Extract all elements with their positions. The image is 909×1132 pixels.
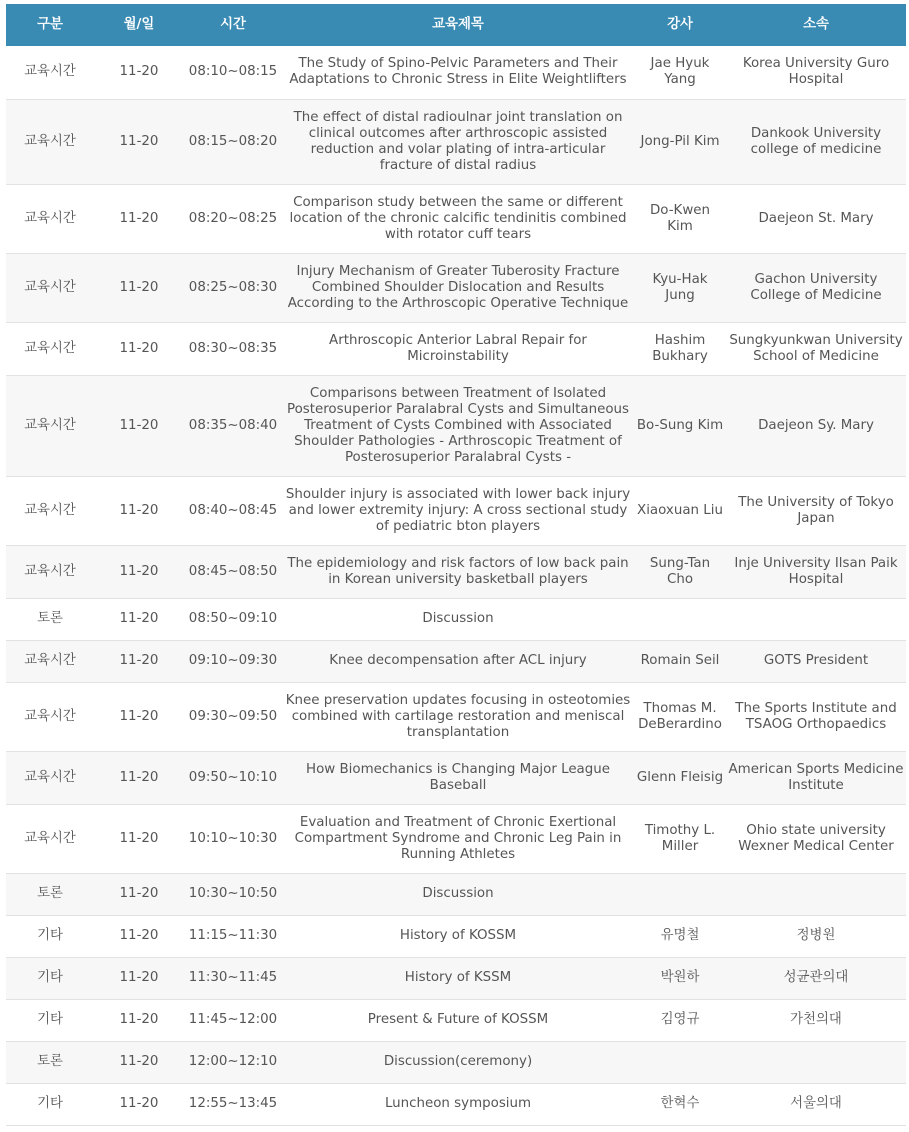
cell-date: 11-20 [94,184,184,253]
table-row [6,640,906,682]
cell-category: 토론 [6,598,94,640]
cell-category: 교육시간 [6,322,94,375]
cell-category: 교육시간 [6,476,94,545]
cell-time: 08:35~08:40 [184,375,282,476]
cell-speaker: Thomas M. DeBerardino [634,682,726,751]
cell-time: 12:00~12:10 [184,1041,282,1083]
table-row [6,999,906,1041]
cell-date: 11-20 [94,999,184,1041]
cell-time: 08:20~08:25 [184,184,282,253]
cell-affiliation: 가천의대 [726,999,906,1041]
cell-affiliation [726,873,906,915]
cell-category: 기타 [6,915,94,957]
table-row [6,915,906,957]
cell-speaker: Do-Kwen Kim [634,184,726,253]
cell-affiliation: Daejeon St. Mary [726,184,906,253]
cell-date: 11-20 [94,253,184,322]
schedule-table [6,4,906,1126]
cell-speaker: Glenn Fleisig [634,751,726,804]
cell-title: How Biomechanics is Changing Major League Baseball [282,751,634,804]
cell-date: 11-20 [94,640,184,682]
cell-affiliation: 서울의대 [726,1083,906,1125]
cell-title: Discussion(ceremony) [282,1041,634,1083]
cell-time: 08:45~08:50 [184,545,282,598]
cell-title: Knee preservation updates focusing in osteotomies combined with cartilage restoration and meniscal transplantation [282,682,634,751]
cell-date: 11-20 [94,1041,184,1083]
header-row [6,4,906,46]
cell-category: 교육시간 [6,640,94,682]
cell-affiliation: 정병원 [726,915,906,957]
cell-time: 09:50~10:10 [184,751,282,804]
cell-affiliation: The University of Tokyo Japan [726,476,906,545]
cell-speaker: Kyu-Hak Jung [634,253,726,322]
cell-time: 08:25~08:30 [184,253,282,322]
cell-category: 기타 [6,999,94,1041]
cell-time: 08:40~08:45 [184,476,282,545]
cell-category: 교육시간 [6,751,94,804]
cell-category: 토론 [6,1041,94,1083]
cell-category: 교육시간 [6,375,94,476]
cell-title: Luncheon symposium [282,1083,634,1125]
table-row [6,46,906,99]
cell-speaker: Romain Seil [634,640,726,682]
cell-date: 11-20 [94,804,184,873]
table-row [6,873,906,915]
table-row [6,682,906,751]
cell-date: 11-20 [94,751,184,804]
cell-affiliation: Sungkyunkwan University School of Medicine [726,322,906,375]
table-row [6,804,906,873]
cell-date: 11-20 [94,476,184,545]
cell-time: 08:30~08:35 [184,322,282,375]
cell-affiliation: Daejeon Sy. Mary [726,375,906,476]
cell-date: 11-20 [94,545,184,598]
cell-speaker: Timothy L. Miller [634,804,726,873]
cell-affiliation: American Sports Medicine Institute [726,751,906,804]
cell-affiliation: 성균관의대 [726,957,906,999]
cell-category: 교육시간 [6,184,94,253]
cell-date: 11-20 [94,873,184,915]
cell-affiliation: Inje University Ilsan Paik Hospital [726,545,906,598]
cell-date: 11-20 [94,375,184,476]
cell-title: The effect of distal radioulnar joint translation on clinical outcomes after arthroscopic assisted reduction and volar plating of intra-articular fracture of distal radius [282,99,634,184]
header-affiliation: 소속 [726,4,906,46]
cell-speaker [634,873,726,915]
cell-category: 토론 [6,873,94,915]
header-time: 시간 [184,4,282,46]
cell-speaker: 유명철 [634,915,726,957]
table-header [6,4,906,46]
cell-title: Arthroscopic Anterior Labral Repair for Microinstability [282,322,634,375]
cell-time: 11:15~11:30 [184,915,282,957]
cell-time: 08:50~09:10 [184,598,282,640]
table-row [6,375,906,476]
cell-affiliation: Gachon University College of Medicine [726,253,906,322]
cell-speaker: 박원하 [634,957,726,999]
cell-speaker: Bo-Sung Kim [634,375,726,476]
cell-affiliation: Dankook University college of medicine [726,99,906,184]
cell-title: Shoulder injury is associated with lower back injury and lower extremity injury: A cross sectional study of pediatric bton players [282,476,634,545]
cell-affiliation [726,598,906,640]
cell-title: Comparisons between Treatment of Isolated Posterosuperior Paralabral Cysts and Simultaneous Treatment of Cysts Combined with Associated Shoulder Pathologies - Arthroscopic Treatment of Posterosuperior Paralabral Cysts - [282,375,634,476]
cell-date: 11-20 [94,99,184,184]
cell-speaker: Sung-Tan Cho [634,545,726,598]
cell-speaker [634,598,726,640]
header-date: 월/일 [94,4,184,46]
cell-speaker: Xiaoxuan Liu [634,476,726,545]
cell-title: Comparison study between the same or different location of the chronic calcific tendinitis combined with rotator cuff tears [282,184,634,253]
cell-category: 교육시간 [6,99,94,184]
table-row [6,253,906,322]
table-row [6,545,906,598]
cell-date: 11-20 [94,1083,184,1125]
cell-speaker: 한혁수 [634,1083,726,1125]
table-row [6,598,906,640]
cell-category: 교육시간 [6,545,94,598]
cell-speaker: Jong-Pil Kim [634,99,726,184]
cell-time: 09:10~09:30 [184,640,282,682]
table-row [6,184,906,253]
cell-time: 12:55~13:45 [184,1083,282,1125]
cell-title: Injury Mechanism of Greater Tuberosity Fracture Combined Shoulder Dislocation and Results According to the Arthroscopic Operative Technique [282,253,634,322]
cell-category: 교육시간 [6,682,94,751]
cell-time: 08:10~08:15 [184,46,282,99]
header-speaker: 강사 [634,4,726,46]
cell-speaker [634,1041,726,1083]
cell-category: 교육시간 [6,46,94,99]
cell-speaker: Jae Hyuk Yang [634,46,726,99]
table-row [6,751,906,804]
header-category: 구분 [6,4,94,46]
cell-time: 10:30~10:50 [184,873,282,915]
cell-speaker: Hashim Bukhary [634,322,726,375]
cell-title: The Study of Spino-Pelvic Parameters and Their Adaptations to Chronic Stress in Elite Weightlifters [282,46,634,99]
cell-title: Evaluation and Treatment of Chronic Exertional Compartment Syndrome and Chronic Leg Pain in Running Athletes [282,804,634,873]
schedule-container [6,4,906,1126]
cell-title: Knee decompensation after ACL injury [282,640,634,682]
cell-speaker: 김영규 [634,999,726,1041]
cell-affiliation [726,1041,906,1083]
cell-date: 11-20 [94,598,184,640]
header-title: 교육제목 [282,4,634,46]
table-body [6,46,906,1125]
cell-title: Present & Future of KOSSM [282,999,634,1041]
cell-date: 11-20 [94,957,184,999]
cell-date: 11-20 [94,46,184,99]
table-row [6,322,906,375]
cell-title: Discussion [282,598,634,640]
table-row [6,1083,906,1125]
table-row [6,957,906,999]
cell-affiliation: The Sports Institute and TSAOG Orthopaedics [726,682,906,751]
cell-date: 11-20 [94,915,184,957]
cell-time: 08:15~08:20 [184,99,282,184]
cell-title: The epidemiology and risk factors of low back pain in Korean university basketball players [282,545,634,598]
table-row [6,99,906,184]
cell-time: 09:30~09:50 [184,682,282,751]
cell-category: 기타 [6,957,94,999]
table-row [6,476,906,545]
cell-category: 교육시간 [6,804,94,873]
cell-affiliation: Korea University Guro Hospital [726,46,906,99]
cell-title: History of KSSM [282,957,634,999]
cell-time: 11:30~11:45 [184,957,282,999]
cell-category: 기타 [6,1083,94,1125]
cell-affiliation: Ohio state university Wexner Medical Center [726,804,906,873]
table-row [6,1041,906,1083]
cell-date: 11-20 [94,682,184,751]
cell-time: 10:10~10:30 [184,804,282,873]
cell-affiliation: GOTS President [726,640,906,682]
cell-time: 11:45~12:00 [184,999,282,1041]
cell-title: History of KOSSM [282,915,634,957]
cell-category: 교육시간 [6,253,94,322]
cell-date: 11-20 [94,322,184,375]
cell-title: Discussion [282,873,634,915]
